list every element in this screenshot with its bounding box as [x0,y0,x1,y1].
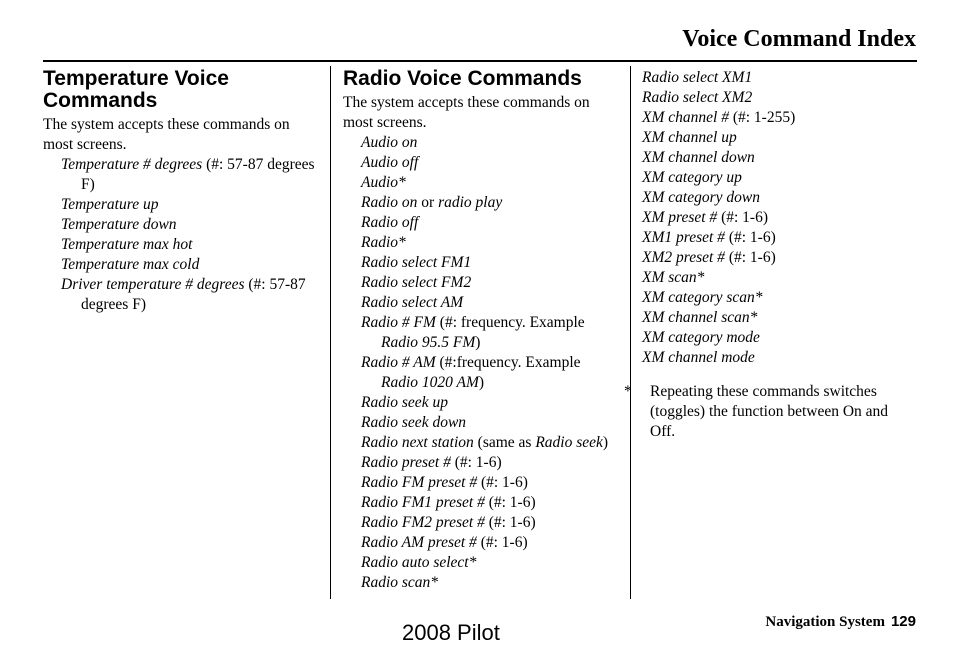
command-name: XM scan* [642,269,705,286]
command-name: Radio select AM [361,294,464,311]
command-note: (#: 1-6) [477,474,528,491]
command-item [343,453,618,473]
command-note-close: ) [475,334,481,351]
footnote-text: Repeating these commands switches (toggles) the function between On and Off. [650,383,889,440]
command-item [624,148,904,168]
command-item [43,235,318,255]
command-name: Temperature max hot [61,236,193,253]
command-name: XM category scan* [642,289,763,306]
command-note: (#: 57-87 degrees F) [81,276,306,313]
radio-intro: The system accepts these commands on most screens. [343,94,590,131]
command-name: XM channel mode [642,349,755,366]
command-note: (#: 1-6) [484,494,536,511]
command-name: XM category up [642,169,742,186]
temperature-heading [43,68,318,112]
command-item [624,288,904,308]
command-name: Temperature max cold [61,256,200,273]
command-item [343,233,618,253]
command-item [624,308,904,328]
page-title: Voice Command Index [682,26,916,52]
command-item [343,213,618,233]
command-name: XM category mode [642,329,760,346]
temperature-intro: The system accepts these commands on most screens. [43,116,290,153]
command-name: Audio* [361,174,406,191]
command-name: Temperature down [61,216,177,233]
command-name: Radio seek up [361,394,448,411]
command-name: XM category down [642,189,760,206]
command-item [624,248,904,268]
command-note: (#:frequency. Example [435,354,581,371]
command-name: Temperature up [61,196,159,213]
command-name: XM channel scan* [642,309,758,326]
command-item [624,228,904,248]
command-name: Radio FM preset # [361,474,478,491]
command-note: (#: 1-6) [724,229,776,246]
radio-section [343,68,618,593]
command-note-close: ) [478,374,485,391]
command-item [43,255,318,275]
page-number: 129 [890,613,916,630]
xm-command-list [624,68,904,368]
command-name-alt: radio play [438,194,503,211]
command-item [343,353,618,393]
command-item [624,268,904,288]
command-note: (#: frequency. Example [435,314,585,331]
command-name: Radio seek down [361,414,467,431]
command-name: XM2 preset # [642,249,725,266]
command-item [343,153,618,173]
column-divider-1 [330,66,331,599]
command-name: Radio* [361,234,406,251]
command-name: Radio AM preset # [361,534,477,551]
command-item [43,155,318,195]
command-item [343,413,618,433]
command-item [624,188,904,208]
command-name: XM channel up [642,129,737,146]
command-item [343,573,618,593]
command-item [624,108,904,128]
command-name: Radio # FM [361,314,436,331]
command-item [624,168,904,188]
temperature-heading-line1: Temperature Voice [43,67,229,90]
command-example: Radio seek [535,434,603,451]
command-name: Radio auto select* [361,554,477,571]
command-name: XM channel down [642,149,755,166]
command-item [343,493,618,513]
command-name: Radio select XM1 [642,69,753,86]
command-name: Radio next station [361,434,474,451]
command-item [624,68,904,88]
temperature-heading-line2: Commands [43,89,158,112]
command-item [624,328,904,348]
command-item [624,208,904,228]
temperature-command-list [43,155,318,315]
command-name: Audio off [361,154,419,171]
command-item [43,195,318,215]
command-item [343,313,618,353]
command-name: Radio preset # [361,454,451,471]
command-note: or [417,194,439,211]
command-example: Radio 95.5 FM [381,334,476,351]
command-name: Radio # AM [361,354,436,371]
command-item [43,215,318,235]
footnote [624,382,904,442]
command-note: (#: 1-255) [728,109,796,126]
command-name: Radio select XM2 [642,89,753,106]
radio-command-list [343,133,618,593]
command-item [343,513,618,533]
footnote-mark: * [624,383,632,400]
footer-section-name: Navigation System [765,614,885,630]
command-item [624,88,904,108]
command-name: Radio FM2 preset # [361,514,485,531]
command-item [343,133,618,153]
command-name: Radio select FM1 [361,254,472,271]
command-note: (#: 1-6) [724,249,776,266]
command-item [343,473,618,493]
command-name: Radio off [361,214,419,231]
command-note: (#: 57-87 degrees F) [81,156,315,193]
command-item [343,273,618,293]
command-name: XM1 preset # [642,229,725,246]
command-name: Radio scan* [361,574,439,591]
command-item [343,553,618,573]
command-item [343,173,618,193]
page-footer [765,613,916,631]
watermark: 2008 Pilot [402,620,500,645]
command-item [343,433,618,453]
command-item [43,275,318,315]
command-item [343,533,618,553]
command-item [624,348,904,368]
command-note-close: ) [602,434,609,451]
command-note: (#: 1-6) [476,534,528,551]
command-example: Radio 1020 AM [381,374,479,391]
command-name: Radio FM1 preset # [361,494,485,511]
command-name: Temperature # degrees [61,156,203,173]
command-name: Audio on [361,134,418,151]
command-note: (#: 1-6) [717,209,768,226]
command-item [343,193,618,213]
command-item [343,393,618,413]
command-note: (#: 1-6) [484,514,536,531]
command-name: Driver temperature # degrees [61,276,245,293]
command-item [343,293,618,313]
xm-section [624,68,904,442]
command-item [624,128,904,148]
command-name: Radio select FM2 [361,274,472,291]
command-name: Radio on [361,194,418,211]
radio-heading: Radio Voice Commands [343,67,582,90]
title-rule [43,60,917,62]
command-name: XM preset # [642,209,718,226]
command-item [343,253,618,273]
command-name: XM channel # [642,109,729,126]
command-note: (same as [473,434,536,451]
command-note: (#: 1-6) [450,454,502,471]
temperature-section [43,68,318,315]
